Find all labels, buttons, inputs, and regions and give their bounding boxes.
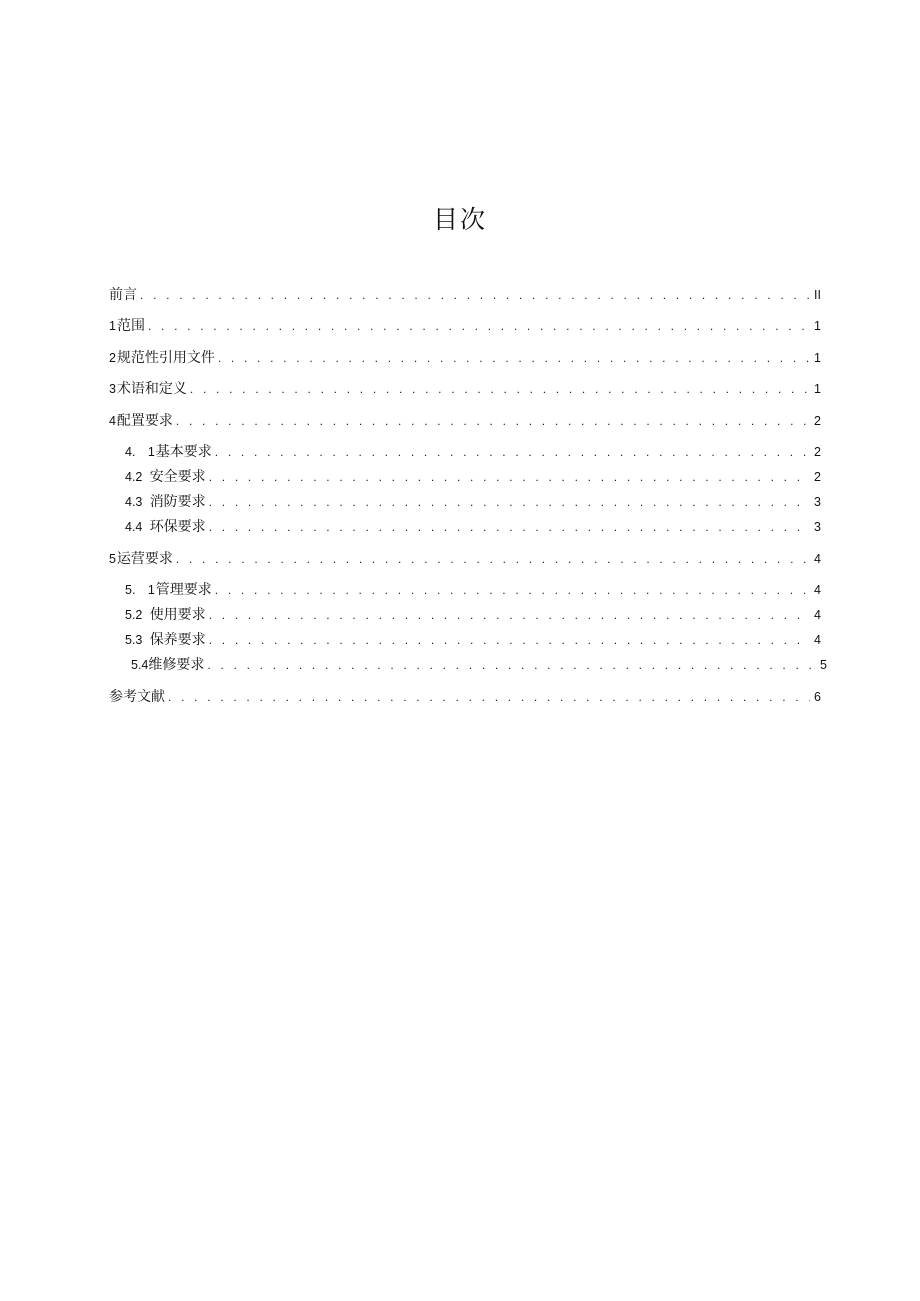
toc-entry-number: 4. 1 [125,445,155,459]
toc-entry-page: 5 [820,658,827,672]
toc-leader-dots [176,414,810,428]
toc-entry-page: 6 [814,690,821,704]
toc-entry-environmental-requirements[interactable] [125,516,821,538]
toc-entry-label: 基本要求 [155,444,212,460]
toc-entry-management-requirements[interactable] [125,579,821,601]
toc-entry-page: 1 [814,351,821,365]
toc-entry-bibliography[interactable] [109,686,821,708]
toc-entry-page: 3 [814,520,821,534]
toc-entry-page: 2 [814,414,821,428]
toc-entry-operation[interactable] [109,548,821,570]
toc-entry-page: 3 [814,495,821,509]
toc-entry-number: 5.2 [125,608,143,622]
toc-entry-normative-references[interactable] [109,347,821,369]
toc-entry-number: 5. 1 [125,583,155,597]
toc-leader-dots [218,351,810,365]
toc-entry-label: 运营要求 [116,551,173,567]
toc-entry-number: 1 [109,319,116,333]
toc-leader-dots [215,445,810,459]
toc-leader-dots [207,658,816,672]
toc-leader-dots [215,583,810,597]
toc-entry-number: 4.2 [125,470,143,484]
toc-leader-dots [148,319,810,333]
toc-entry-page: 2 [814,470,821,484]
toc-entry-number: 2 [109,351,116,365]
toc-entry-page: 1 [814,382,821,396]
toc-leader-dots [209,633,810,647]
toc-entry-label: 前言 [109,287,137,303]
page-title: 目次 [432,205,487,234]
toc-entry-label: 参考文献 [109,689,165,705]
toc-entry-foreword[interactable] [109,284,821,306]
toc-entry-page: 2 [814,445,821,459]
toc-entry-usage-requirements[interactable] [125,604,821,626]
toc-entry-label: 保养要求 [149,632,206,648]
toc-entry-fire-requirements[interactable] [125,491,821,513]
toc-entry-number: 4.3 [125,495,143,509]
toc-entry-basic-requirements[interactable] [125,441,821,463]
toc-leader-dots [176,552,810,566]
toc-entry-safety-requirements[interactable] [125,466,821,488]
toc-entry-label: 规范性引用文件 [116,350,215,366]
toc-entry-label: 范围 [116,318,145,334]
toc-entry-page: 4 [814,608,821,622]
toc-entry-page: 4 [814,552,821,566]
toc-entry-terms[interactable] [109,378,821,400]
toc-entry-label: 维修要求 [148,657,205,673]
toc-entry-label: 消防要求 [149,494,206,510]
toc-entry-number: 3 [109,382,116,396]
toc-entry-label: 配置要求 [116,413,173,429]
toc-leader-dots [209,470,810,484]
toc-leader-dots [140,288,810,302]
toc-leader-dots [209,608,810,622]
toc-entry-number: 5.3 [125,633,143,647]
toc-entry-page: 1 [814,319,821,333]
toc-entry-scope[interactable] [109,315,821,337]
toc-entry-number: 4.4 [125,520,143,534]
toc-leader-dots [190,382,810,396]
toc-entry-page: II [814,288,821,302]
toc-entry-label: 术语和定义 [116,381,187,397]
toc-leader-dots [168,690,810,704]
toc-entry-repair-requirements[interactable] [131,654,827,676]
toc-entry-label: 安全要求 [149,469,206,485]
toc-leader-dots [209,495,810,509]
toc-entry-maintenance-care[interactable] [125,629,821,651]
toc-entry-number: 4 [109,414,116,428]
toc-leader-dots [209,520,810,534]
toc-entry-label: 使用要求 [149,607,206,623]
toc-entry-configuration[interactable] [109,410,821,432]
toc-entry-label: 环保要求 [149,519,206,535]
toc-entry-number: 5 [109,552,116,566]
toc-entry-page: 4 [814,633,821,647]
toc-entry-page: 4 [814,583,821,597]
toc-entry-label: 管理要求 [155,582,212,598]
toc-entry-number: 5.4 [131,658,149,672]
